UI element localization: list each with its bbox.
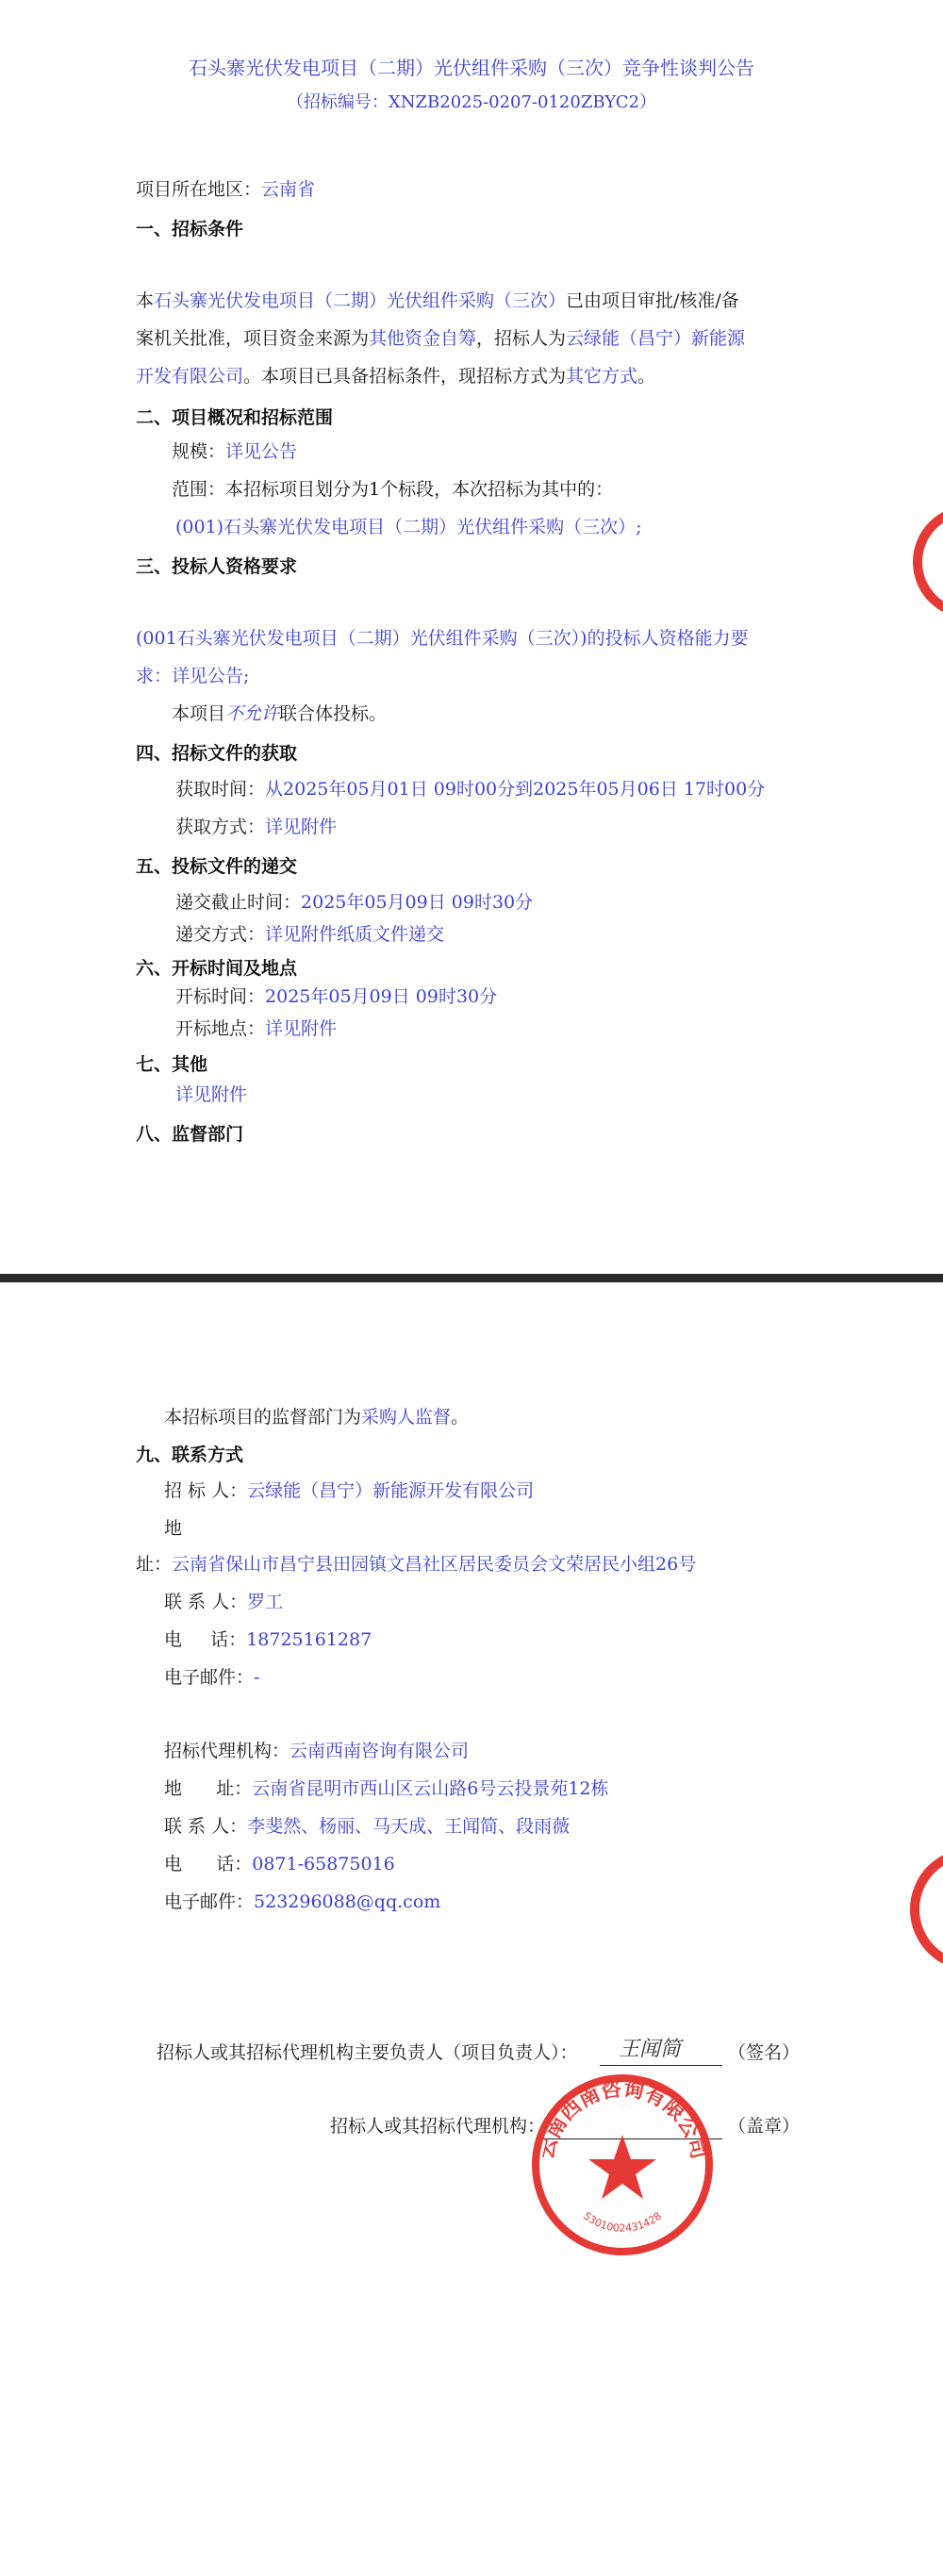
address-value: 云南省保山市昌宁县田园镇文昌社区居民委员会文荣居民小组26号 bbox=[172, 1554, 697, 1575]
s1-text: 已由项目审批/核准/备 bbox=[566, 290, 739, 311]
region-value: 云南省 bbox=[261, 179, 316, 200]
supervision-value: 采购人监督 bbox=[361, 1407, 452, 1428]
deadline-line bbox=[175, 890, 533, 915]
opening-time-line bbox=[175, 984, 497, 1009]
submit-method-line bbox=[175, 922, 444, 947]
joint-value: 不允许 bbox=[225, 703, 280, 724]
region-line bbox=[136, 177, 315, 202]
qualification-line-2: 求：详见公告; bbox=[136, 666, 250, 686]
seal-label: 招标人或其招标代理机构： bbox=[330, 2116, 546, 2137]
tender-method: 其它方式 bbox=[566, 366, 638, 387]
agency-email-value: 523296088@qq.com bbox=[254, 1891, 441, 1912]
tenderer-line bbox=[164, 1478, 534, 1503]
tenderer-name-cont: 开发有限公司 bbox=[136, 366, 244, 387]
scale-value: 详见公告 bbox=[225, 441, 298, 462]
obtain-time-line bbox=[175, 777, 765, 801]
agency-email-line bbox=[164, 1890, 440, 1914]
obtain-time-value: 从2025年05月01日 09时00分到2025年05月06日 17时00分 bbox=[265, 779, 766, 800]
contact-value: 罗工 bbox=[247, 1592, 284, 1612]
other-value: 详见附件 bbox=[175, 1084, 248, 1105]
obtain-method-label: 获取方式： bbox=[175, 817, 266, 837]
address-line bbox=[136, 1552, 696, 1577]
agency-phone-label: 电 话： bbox=[164, 1854, 253, 1874]
section-3-heading: 三、投标人资格要求 bbox=[136, 556, 298, 577]
agency-address-label: 地 址： bbox=[164, 1778, 253, 1799]
agency-contact-line bbox=[164, 1814, 570, 1839]
agency-contact-label: 联 系 人： bbox=[164, 1816, 248, 1837]
opening-place-value: 详见附件 bbox=[265, 1018, 338, 1039]
opening-time-label: 开标时间： bbox=[175, 986, 266, 1007]
obtain-method-line bbox=[175, 815, 337, 839]
opening-place-label: 开标地点： bbox=[175, 1018, 266, 1039]
document-subtitle: （招标编号：XNZB2025-0207-0120ZBYC2） bbox=[286, 92, 657, 112]
email-line bbox=[164, 1665, 259, 1690]
section-7-heading: 七、其他 bbox=[136, 1054, 208, 1075]
seal-partial-right bbox=[910, 1848, 943, 1971]
supervision-text: 本招标项目的监督部门为 bbox=[164, 1407, 362, 1428]
scale-line bbox=[172, 439, 297, 464]
range-line: 范围：本招标项目划分为1个标段，本次招标为其中的： bbox=[172, 479, 614, 500]
supervision-line bbox=[164, 1405, 469, 1429]
signature-suffix: （签名） bbox=[728, 2042, 801, 2063]
joint-text: 本项目 bbox=[172, 703, 226, 724]
section-6-heading: 六、开标时间及地点 bbox=[136, 958, 298, 979]
agency-email-label: 电子邮件： bbox=[164, 1891, 255, 1912]
page-divider bbox=[0, 1274, 943, 1282]
s1-line-1 bbox=[136, 289, 739, 313]
document-title: 石头寨光伏发电项目（二期）光伏组件采购（三次）竞争性谈判公告 bbox=[189, 57, 754, 79]
section-1-heading: 一、招标条件 bbox=[136, 219, 244, 239]
opening-place-line bbox=[175, 1016, 337, 1041]
handwritten-signature: 王闻简 bbox=[619, 2038, 682, 2061]
project-name: 石头寨光伏发电项目（二期）光伏组件采购（三次） bbox=[154, 290, 567, 311]
lot-line: (001)石头寨光伏发电项目（二期）光伏组件采购（三次）; bbox=[175, 517, 642, 537]
phone-line bbox=[164, 1627, 372, 1652]
address-label-2: 址： bbox=[136, 1554, 173, 1575]
section-5-heading: 五、投标文件的递交 bbox=[136, 856, 298, 877]
signature-label: 招标人或其招标代理机构主要负责人（项目负责人）： bbox=[157, 2042, 578, 2063]
tenderer-name: 云绿能（昌宁）新能源 bbox=[566, 328, 746, 349]
agency-contact-value: 李斐然、杨丽、马天成、王闻简、段雨薇 bbox=[247, 1816, 571, 1837]
tenderer-label: 招 标 人： bbox=[164, 1480, 248, 1501]
company-seal bbox=[528, 2071, 717, 2259]
s1-text: 。 bbox=[637, 366, 656, 387]
funding-source: 其他资金自筹 bbox=[369, 328, 477, 349]
region-label: 项目所在地区： bbox=[136, 179, 262, 200]
joint-text: 联合体投标。 bbox=[279, 703, 388, 724]
joint-bid-line bbox=[172, 702, 387, 726]
s1-line-2 bbox=[136, 326, 745, 351]
agency-line bbox=[164, 1739, 469, 1763]
scale-label: 规模： bbox=[172, 441, 226, 462]
s1-text: ，招标人为 bbox=[476, 328, 567, 349]
submit-method-value: 详见附件纸质文件递交 bbox=[265, 924, 445, 945]
agency-address-value: 云南省昆明市西山区云山路6号云投景苑12栋 bbox=[252, 1778, 609, 1799]
qualification-line-1: (001石头寨光伏发电项目（二期）光伏组件采购（三次）)的投标人资格能力要 bbox=[136, 628, 749, 649]
phone-value: 18725161287 bbox=[246, 1629, 372, 1650]
section-4-heading: 四、招标文件的获取 bbox=[136, 743, 298, 764]
obtain-method-value: 详见附件 bbox=[265, 817, 338, 837]
seal-number: 5301002431428 bbox=[581, 2209, 664, 2235]
agency-phone-line bbox=[164, 1852, 395, 1876]
phone-label: 电 话： bbox=[164, 1629, 247, 1650]
s1-line-3 bbox=[136, 364, 655, 388]
obtain-time-label: 获取时间： bbox=[175, 779, 266, 800]
s1-text: 本 bbox=[136, 290, 155, 311]
seal-suffix: （盖章） bbox=[728, 2116, 801, 2137]
section-8-heading: 八、监督部门 bbox=[136, 1124, 244, 1145]
s1-text: 案机关批准，项目资金来源为 bbox=[136, 328, 370, 349]
section-9-heading: 九、联系方式 bbox=[136, 1445, 244, 1465]
email-label: 电子邮件： bbox=[164, 1667, 255, 1688]
seal-star-icon bbox=[588, 2135, 656, 2199]
agency-phone-value: 0871-65875016 bbox=[252, 1854, 395, 1874]
seal-partial-right bbox=[913, 505, 943, 619]
section-2-heading: 二、项目概况和招标范围 bbox=[136, 407, 334, 428]
agency-address-line bbox=[164, 1776, 609, 1801]
supervision-text: 。 bbox=[451, 1407, 470, 1428]
deadline-label: 递交截止时间： bbox=[175, 892, 302, 913]
deadline-value: 2025年05月09日 09时30分 bbox=[301, 892, 534, 913]
email-value: - bbox=[254, 1667, 260, 1688]
contact-line bbox=[164, 1590, 283, 1614]
seal-text: 云南西南咨询有限公司 bbox=[534, 2077, 711, 2162]
agency-label: 招标代理机构： bbox=[164, 1741, 290, 1761]
s1-text: 。本项目已具备招标条件，现招标方式为 bbox=[243, 366, 567, 387]
submit-method-label: 递交方式： bbox=[175, 924, 266, 945]
address-label-1: 地 bbox=[164, 1518, 183, 1539]
agency-value: 云南西南咨询有限公司 bbox=[290, 1741, 470, 1761]
tenderer-value: 云绿能（昌宁）新能源开发有限公司 bbox=[247, 1480, 535, 1501]
contact-label: 联 系 人： bbox=[164, 1592, 248, 1612]
signature-line bbox=[600, 2065, 722, 2066]
opening-time-value: 2025年05月09日 09时30分 bbox=[265, 986, 498, 1007]
